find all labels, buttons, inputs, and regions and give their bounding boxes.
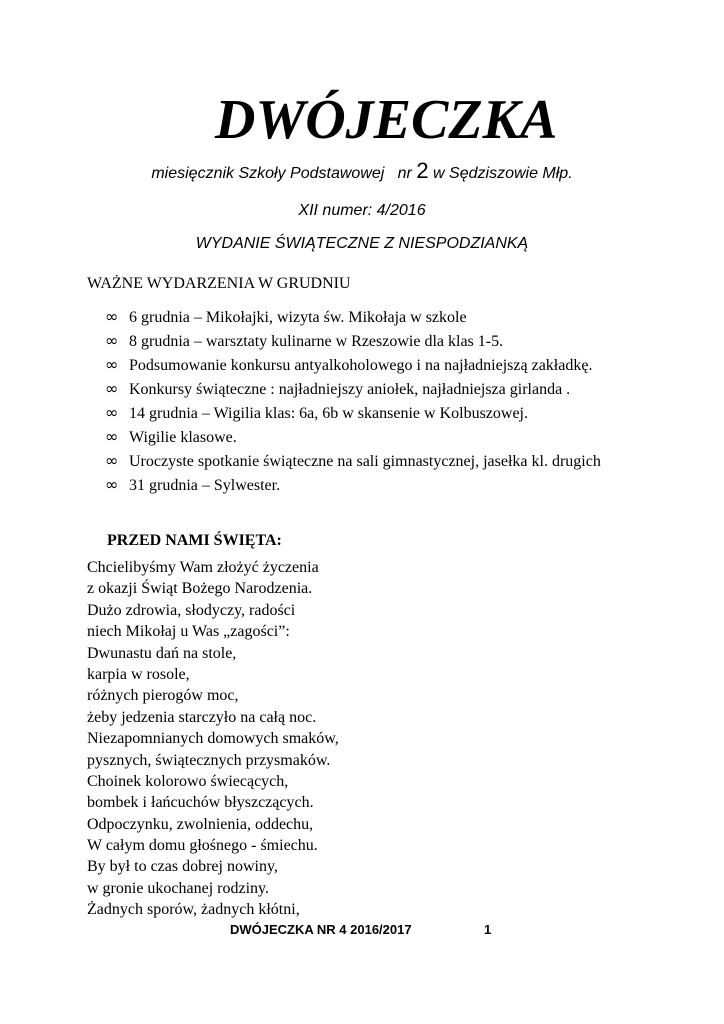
edition-heading: WYDANIE ŚWIĄTECZNE Z NIESPODZIANKĄ (195, 235, 529, 252)
event-text: 8 grudnia – warsztaty kulinarne w Rzeszowie dla klas 1-5. (129, 333, 504, 350)
poem-line: Choinek kolorowo świecących, (87, 772, 289, 790)
event-item (105, 449, 601, 473)
infinity-bullet-icon: ∞ (105, 427, 119, 446)
poem-line: żeby jedzenia starczyło na całą noc. (87, 708, 317, 726)
infinity-bullet-icon: ∞ (105, 379, 119, 398)
subtitle-nr-label: nr (397, 165, 412, 182)
poem-line: Dwunastu dań na stole, (87, 644, 237, 662)
issue-number: XII numer: 4/2016 (298, 202, 426, 219)
event-item (105, 425, 601, 449)
events-list (105, 305, 601, 497)
poem-line: W całym domu głośnego - śmiechu. (87, 837, 318, 855)
subtitle-town: w Sędziszowie Młp. (433, 165, 573, 182)
infinity-bullet-icon: ∞ (105, 307, 119, 326)
poem-line: karpia w rosole, (87, 665, 190, 683)
event-item (105, 329, 601, 353)
infinity-bullet-icon: ∞ (105, 403, 119, 422)
event-text: Podsumowanie konkursu antyalkoholowego i na najładniejszą zakładkę. (129, 357, 593, 374)
poem-line: Dużo zdrowia, słodyczy, radości (87, 601, 296, 619)
newsletter-title: DWÓJECZKA (215, 89, 558, 151)
infinity-bullet-icon: ∞ (105, 331, 119, 350)
event-text: Wigilie klasowe. (129, 429, 237, 446)
event-item (105, 353, 601, 377)
poem-line: Odpoczynku, zwolnienia, oddechu, (87, 815, 314, 833)
poem-line: Niezapomnianych domowych smaków, (87, 730, 339, 748)
event-text: Uroczyste spotkanie świąteczne na sali gimnastycznej, jasełka kl. drugich (129, 453, 601, 470)
infinity-bullet-icon: ∞ (105, 355, 119, 374)
event-item (105, 473, 601, 497)
poem-heading: PRZED NAMI ŚWIĘTA: (107, 532, 282, 549)
poem-line: By był to czas dobrej nowiny, (87, 858, 278, 876)
event-item (105, 305, 601, 329)
event-item (105, 401, 601, 425)
poem-line: w gronie ukochanej rodziny. (87, 879, 270, 897)
footer-issue: DWÓJECZKA NR 4 2016/2017 (230, 922, 412, 937)
poem-line: bombek i łańcuchów błyszczących. (87, 794, 314, 812)
poem-line: pysznych, świątecznych przysmaków. (87, 751, 331, 769)
event-text: 31 grudnia – Sylwester. (129, 477, 281, 494)
event-item (105, 377, 601, 401)
infinity-bullet-icon: ∞ (105, 451, 119, 470)
events-heading: WAŻNE WYDARZENIA W GRUDNIU (87, 275, 351, 292)
event-text: 14 grudnia – Wigilia klas: 6a, 6b w skansenie w Kolbuszowej. (129, 405, 528, 422)
poem-text (87, 557, 339, 921)
event-text: 6 grudnia – Mikołajki, wizyta św. Mikołaja w szkole (129, 309, 467, 326)
poem-line: różnych pierogów moc, (87, 687, 239, 705)
poem-line: Chcielibyśmy Wam złożyć życzenia (87, 559, 319, 576)
page-number: 1 (484, 922, 492, 937)
newsletter-subtitle (0, 158, 724, 187)
infinity-bullet-icon: ∞ (105, 475, 119, 494)
event-text: Konkursy świąteczne : najładniejszy aniołek, najładniejsza girlanda . (129, 381, 571, 398)
subtitle-school-number: 2 (416, 158, 429, 183)
subtitle-school: miesięcznik Szkoły Podstawowej (151, 165, 385, 182)
poem-line: niech Mikołaj u Was „zagości”: (87, 623, 290, 641)
poem-line: Żadnych sporów, żadnych kłótni, (87, 901, 300, 919)
page-footer (0, 920, 724, 940)
poem-line: z okazji Świąt Bożego Narodzenia. (87, 580, 313, 598)
